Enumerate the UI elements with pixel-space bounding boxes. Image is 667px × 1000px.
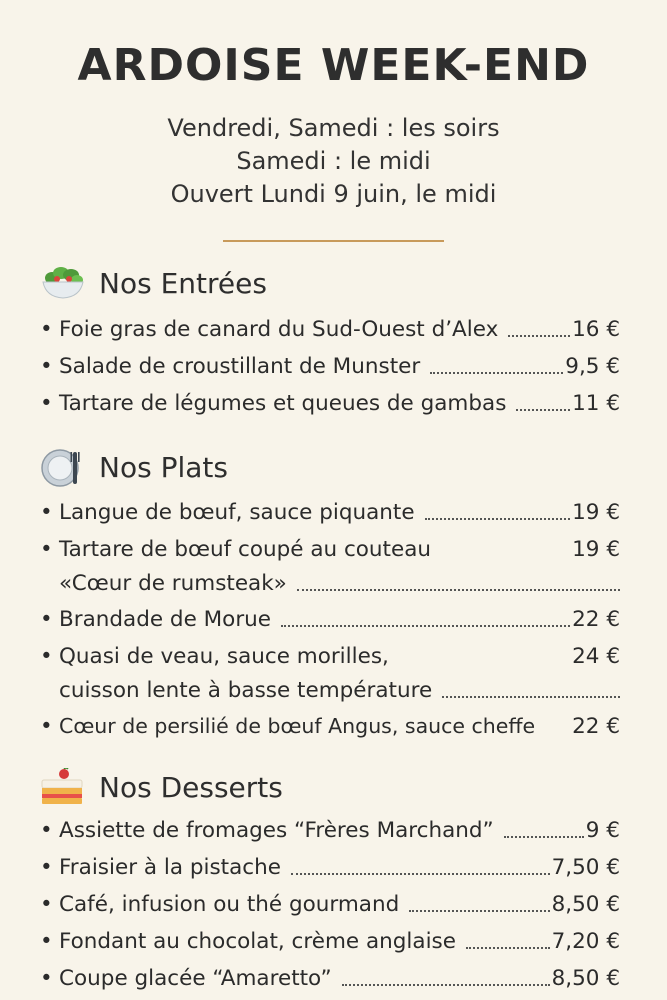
item-price: 19 € xyxy=(572,537,620,562)
item-name: Langue de bœuf, sauce piquante xyxy=(59,500,415,525)
schedule-line: Samedi : le midi xyxy=(236,147,431,175)
dot-leader xyxy=(508,311,570,337)
plate-fork-icon xyxy=(40,448,86,488)
dot-leader xyxy=(516,385,570,411)
bullet: • xyxy=(40,644,53,669)
dot-leader xyxy=(291,849,550,875)
menu-item xyxy=(40,960,620,997)
item-name: Cœur de persilié de bœuf Angus, sauce cheffe xyxy=(59,714,536,738)
item-name: Tartare de bœuf coupé au couteau xyxy=(59,537,432,562)
menu-item xyxy=(40,385,620,422)
item-name: Assiette de fromages “Frères Marchand” xyxy=(59,818,494,843)
salad-bowl-icon xyxy=(40,264,86,304)
schedule-line: Vendredi, Samedi : les soirs xyxy=(167,114,500,142)
dot-leader xyxy=(430,348,563,374)
item-price: 19 € xyxy=(572,500,620,525)
menu-item xyxy=(40,494,620,531)
bullet: • xyxy=(40,391,53,416)
item-price: 9,5 € xyxy=(565,354,620,379)
item-price: 7,50 € xyxy=(551,855,620,880)
cake-slice-icon xyxy=(40,768,86,808)
dot-leader xyxy=(504,812,584,838)
dot-leader xyxy=(409,886,549,912)
bullet: • xyxy=(40,500,53,525)
item-price: 9 € xyxy=(585,818,620,843)
header-divider xyxy=(223,240,444,242)
section-title: Nos Plats xyxy=(99,451,228,484)
menu-item xyxy=(40,812,620,849)
section-title: Nos Entrées xyxy=(99,267,267,300)
item-name: Quasi de veau, sauce morilles, xyxy=(59,644,389,669)
item-name: Café, infusion ou thé gourmand xyxy=(59,892,400,917)
item-name: Coupe glacée “Amaretto” xyxy=(59,966,332,991)
dot-leader xyxy=(425,494,571,520)
item-subline: «Cœur de rumsteak» xyxy=(59,571,287,596)
menu-item xyxy=(40,638,620,708)
bullet: • xyxy=(40,892,53,917)
menu-item xyxy=(40,348,620,385)
item-name: Fondant au chocolat, crème anglaise xyxy=(59,929,456,954)
item-name: Salade de croustillant de Munster xyxy=(59,354,421,379)
menu-item xyxy=(40,531,620,601)
bullet: • xyxy=(40,714,53,739)
bullet: • xyxy=(40,537,53,562)
dot-leader xyxy=(399,638,570,662)
menu-title: ARDOISE WEEK-END xyxy=(77,40,590,91)
bullet: • xyxy=(40,354,53,379)
item-price: 22 € xyxy=(572,607,620,632)
item-price: 24 € xyxy=(572,644,620,669)
item-name: Brandade de Morue xyxy=(59,607,272,632)
item-price: 8,50 € xyxy=(551,966,620,991)
menu-item xyxy=(40,708,620,745)
bullet: • xyxy=(40,929,53,954)
item-price: 7,20 € xyxy=(551,929,620,954)
bullet: • xyxy=(40,818,53,843)
menu-item xyxy=(40,601,620,638)
item-price: 8,50 € xyxy=(551,892,620,917)
dot-leader xyxy=(441,531,570,555)
item-subline: cuisson lente à basse température xyxy=(59,678,433,703)
item-price: 11 € xyxy=(572,391,620,416)
bullet: • xyxy=(40,855,53,880)
dot-leader xyxy=(297,565,620,591)
schedule-line: Ouvert Lundi 9 juin, le midi xyxy=(170,180,497,208)
dot-leader xyxy=(545,708,570,732)
opening-schedule xyxy=(0,112,667,211)
bullet: • xyxy=(40,966,53,991)
menu-item xyxy=(40,886,620,923)
menu-item xyxy=(40,849,620,886)
menu-item xyxy=(40,311,620,348)
item-price: 22 € xyxy=(572,714,620,739)
dot-leader xyxy=(281,601,570,627)
item-name: Tartare de légumes et queues de gambas xyxy=(59,391,507,416)
item-price: 16 € xyxy=(572,317,620,342)
section-title: Nos Desserts xyxy=(99,771,283,804)
item-name: Foie gras de canard du Sud-Ouest d’Alex xyxy=(59,317,499,342)
bullet: • xyxy=(40,317,53,342)
dot-leader xyxy=(466,923,550,949)
menu-item xyxy=(40,923,620,960)
dot-leader xyxy=(342,960,550,986)
item-name: Fraisier à la pistache xyxy=(59,855,281,880)
bullet: • xyxy=(40,607,53,632)
dot-leader xyxy=(442,672,620,698)
